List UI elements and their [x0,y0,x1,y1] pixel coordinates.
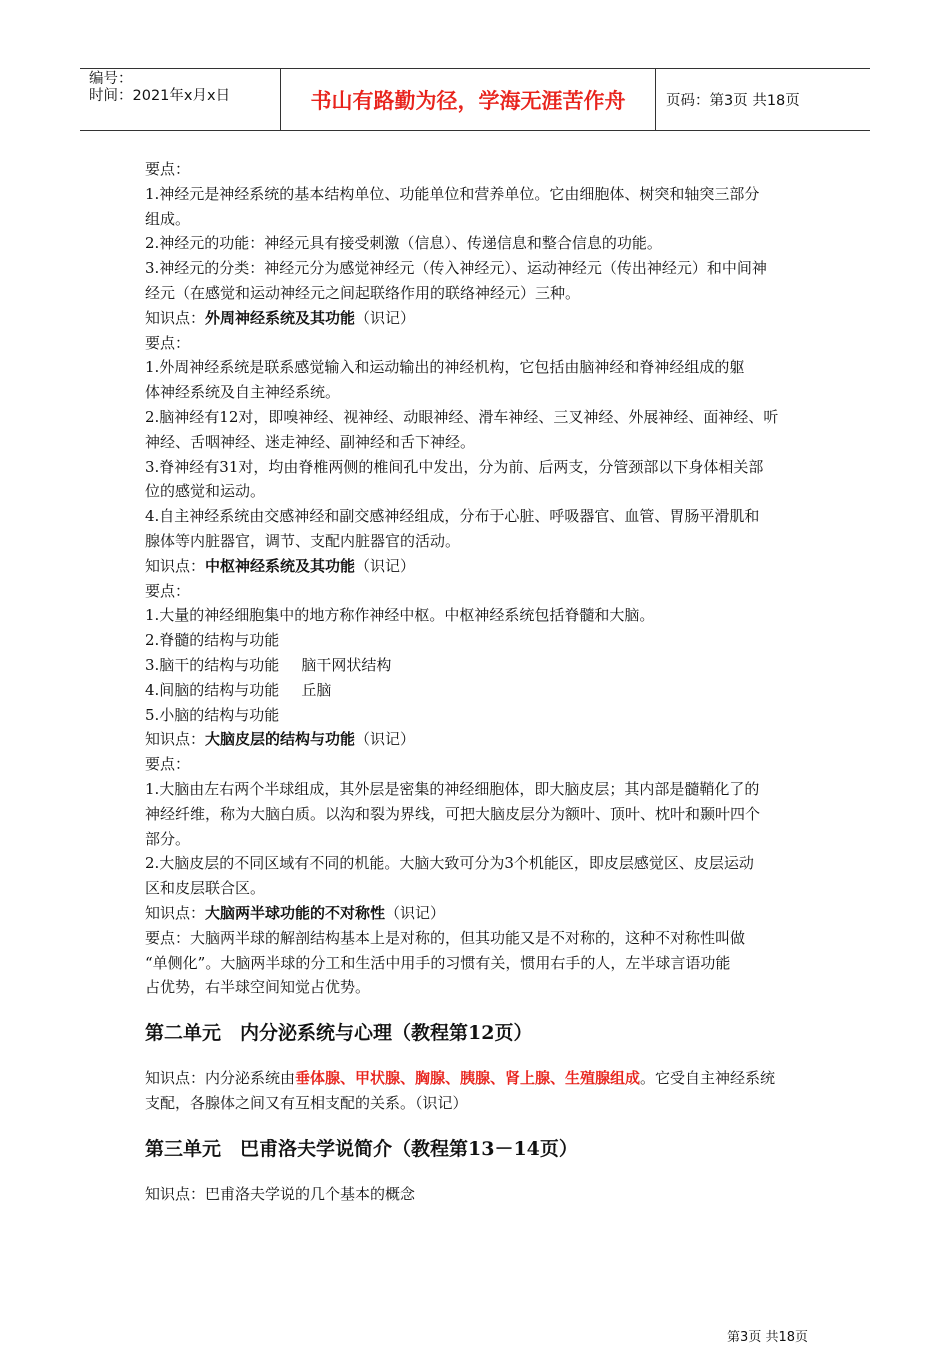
text-line: 3.神经元的分类：神经元分为感觉神经元（传入神经元）、运动神经元（传出神经元）和中间神 [145,259,767,278]
text-line: 2.神经元的功能：神经元具有接受刺激（信息）、传递信息和整合信息的功能。 [145,234,662,253]
header-page-label: 页码：第3页 共18页 [666,93,800,109]
text-line: 1.大脑由左右两个半球组成，其外层是密集的神经细胞体，即大脑皮层；其内部是髓鞘化了的 [145,779,760,798]
text-line [145,1066,810,1091]
number-label: 编号： [89,71,133,87]
knowledge-point-heading [145,901,810,926]
page-header [80,68,870,131]
text-line [145,653,810,678]
unit-heading: 第二单元 内分泌系统与心理（教程第12页） [145,1022,533,1045]
item-label: 3.脑干的结构与功能 [145,655,280,674]
text-line: 2.脑神经有12对，即嗅神经、视神经、动眼神经、滑车神经、三叉神经、外展神经、面神经、听 [145,407,779,426]
text-line: 腺体等内脏器官，调节、支配内脏器官的活动。 [145,531,461,550]
knowledge-point-heading [145,727,810,752]
text-line: 神经、舌咽神经、迷走神经、副神经和舌下神经。 [145,432,476,451]
kp-suffix: （识记） [355,556,416,575]
document-body [145,157,810,1206]
text-line: 2.脊髓的结构与功能 [145,631,280,650]
text-line: 3.脊神经有31对，均由脊椎两侧的椎间孔中发出，分为前、后两支，分管颈部以下身体相关部 [145,457,764,476]
text-line: 区和皮层联合区。 [145,879,266,898]
text-line: 占优势，右半球空间知觉占优势。 [145,978,371,997]
text-line: 组成。 [145,209,191,228]
time-label: 时间：2021年x月x日 [89,88,231,104]
text-line: 要点： [145,581,191,600]
text-line: 1.大量的神经细胞集中的地方称作神经中枢。中枢神经系统包括脊髓和大脑。 [145,606,655,625]
item-note: 脑干网状结构 [301,655,392,674]
kp-prefix: 知识点： [145,308,206,327]
kp-title: 外周神经系统及其功能 [205,308,356,327]
text-line: 知识点：巴甫洛夫学说的几个基本的概念 [145,1184,416,1203]
text-line: 体神经系统及自主神经系统。 [145,383,341,402]
kp-suffix: （识记） [355,730,416,749]
text-line: 5.小脑的结构与功能 [145,705,280,724]
text-line: 1.外周神经系统是联系感觉输入和运动输出的神经机构，它包括由脑神经和脊神经组成的躯 [145,358,745,377]
text-line: 位的感觉和运动。 [145,482,266,501]
text-line: 经元（在感觉和运动神经元之间起联络作用的联络神经元）三种。 [145,283,581,302]
item-note: 丘脑 [301,680,332,699]
kp-title: 中枢神经系统及其功能 [205,556,356,575]
kp-suffix: （识记） [385,903,446,922]
text-line: 4.自主神经系统由交感神经和副交感神经组成，分布于心脏、呼吸器官、血管、胃肠平滑肌和 [145,507,760,526]
text-line: 要点： [145,755,191,774]
header-motto: 书山有路勤为径，学海无涯苦作舟 [281,69,656,130]
header-meta [80,69,281,130]
text-line: “单侧化”。大脑两半球的分工和生活中用手的习惯有关，惯用右手的人，左半球言语功能 [145,953,731,972]
knowledge-point-heading [145,306,810,331]
text-line: 要点： [145,160,191,178]
text-line: 1.神经元是神经系统的基本结构单位、功能单位和营养单位。它由细胞体、树突和轴突三部分 [145,184,760,203]
kp-suffix: （识记） [355,308,416,327]
page-footer: 第3页 共18页 [727,1330,808,1345]
text-line: 支配，各腺体之间又有互相支配的关系。（识记） [145,1093,468,1112]
kp-suffix: 。它受自主神经系统 [640,1069,776,1088]
text-line: 要点：大脑两半球的解剖结构基本上是对称的，但其功能又是不对称的，这种不对称性叫做 [145,928,746,947]
text-line: 神经纤维，称为大脑白质。以沟和裂为界线，可把大脑皮层分为额叶、顶叶、枕叶和颞叶四个 [145,804,761,823]
text-line: 要点： [145,333,191,352]
kp-prefix: 知识点： [145,903,206,922]
text-line: 2.大脑皮层的不同区域有不同的机能。大脑大致可分为3个机能区，即皮层感觉区、皮层运动 [145,854,754,873]
kp-title: 大脑两半球功能的不对称性 [205,903,386,922]
kp-prefix: 知识点：内分泌系统由 [145,1069,296,1088]
item-label: 4.间脑的结构与功能 [145,680,280,699]
knowledge-point-heading [145,554,810,579]
text-line: 部分。 [145,829,191,848]
text-line [145,678,810,703]
gland-list: 垂体腺、甲状腺、胸腺、胰腺、肾上腺、生殖腺组成 [295,1069,641,1088]
kp-prefix: 知识点： [145,730,206,749]
kp-prefix: 知识点： [145,556,206,575]
unit-heading: 第三单元 巴甫洛夫学说简介（教程第13－14页） [145,1137,578,1160]
kp-title: 大脑皮层的结构与功能 [205,730,356,749]
